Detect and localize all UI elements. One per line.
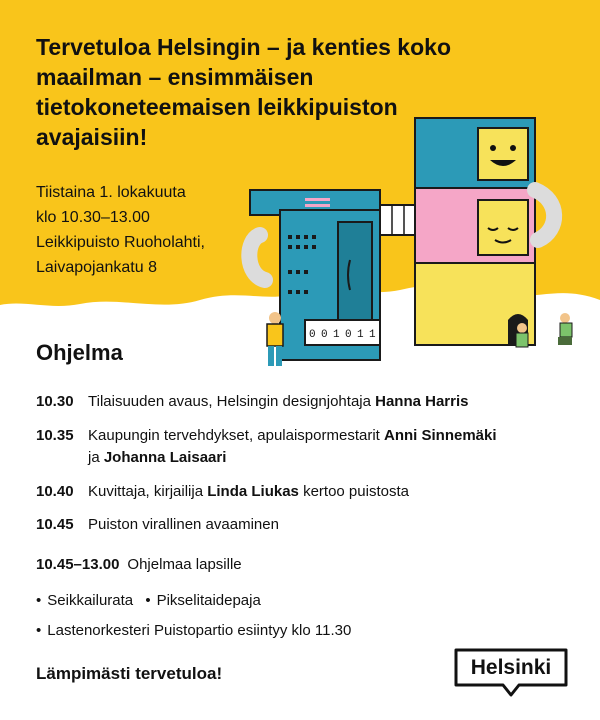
page-title: Tervetuloa Helsingin – ja kenties koko maailman – ensimmäisen tietokoneteemaisen leikkipuiston avajaisiin! [36,34,451,150]
bullet-icon: • [36,592,42,609]
program-time: 10.40 [36,483,74,500]
closing-text: Lämpimästi tervetuloa! [36,664,223,683]
playground-illustration [220,110,590,380]
list-item: Pikselitaidepaja [156,592,261,609]
event-place: Leikkipuisto Ruoholahti, [36,234,205,251]
list-item: Seikkailurata [47,592,134,609]
program-text: kertoo puistosta [298,483,409,500]
program-person: Anni Sinnemäki [384,427,497,444]
program-item [36,514,279,536]
event-time: klo 10.30–13.00 [36,209,150,226]
bullet-icon: • [145,592,151,609]
event-address: Laivapojankatu 8 [36,259,157,276]
list-item: Lastenorkesteri Puistopartio esiintyy klo 11.30 [47,622,352,639]
counter-digit: 0 [321,329,328,341]
program-item [36,425,497,469]
kids-activities [36,620,351,642]
program-time: 10.45–13.00 [36,556,120,573]
program-person: Johanna Laisaari [103,449,227,466]
hero-banner [0,0,600,341]
kids-program [36,554,242,576]
counter-digit: 1 [333,329,340,341]
program-item [36,391,469,413]
program-time: 10.45 [36,516,74,533]
program-time: 10.30 [36,393,74,410]
program-text: Puiston virallinen avaaminen [88,516,279,533]
program-text: Kaupungin tervehdykset, apulaispormestarit [88,427,385,444]
counter-digit: 1 [357,329,364,341]
helsinki-logo [453,647,569,699]
program-text: Tilaisuuden avaus, Helsingin designjohtaja [88,393,376,410]
program-person: Linda Liukas [207,483,299,500]
program-text: Kuvittaja, kirjailija [88,483,208,500]
counter-digit: 1 [369,329,376,341]
program-time: 10.35 [36,427,74,444]
counter-digit: 0 [309,329,316,341]
program-person: Hanna Harris [375,393,469,410]
logo-text: Helsinki [470,656,552,679]
program-item [36,481,409,503]
program-heading: Ohjelma [36,340,123,365]
program-text: Ohjelmaa lapsille [127,556,242,573]
bullet-icon: • [36,622,42,639]
program-text: ja [88,449,104,466]
event-info [36,180,205,280]
kids-activities [36,590,261,612]
counter-digit: 0 [345,329,352,341]
event-date: Tiistaina 1. lokakuuta [36,184,186,201]
